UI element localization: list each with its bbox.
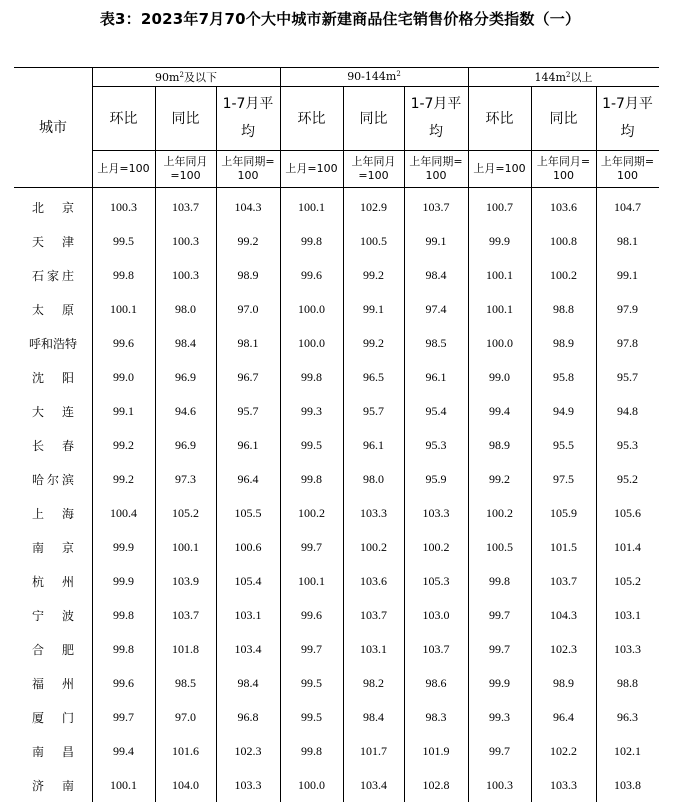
table-cell-value: 99.7 <box>301 539 322 554</box>
table-cell-value: 98.8 <box>553 301 574 316</box>
table-cell-value: 95.7 <box>237 403 259 418</box>
table-cell-value: 99.2 <box>113 437 134 452</box>
table-cell-value: 94.9 <box>553 403 574 418</box>
table-cell-value: 103.8 <box>614 777 641 792</box>
table-cell-value: 103.3 <box>550 777 577 792</box>
table-cell-value: 101.7 <box>360 743 387 758</box>
table-cell-value: 103.4 <box>234 641 262 656</box>
table-cell-value: 101.9 <box>422 743 450 758</box>
table-cell-value: 103.1 <box>360 641 387 656</box>
table-row-city: 太原 <box>32 302 93 317</box>
group-header-label: $144m^2$以上 <box>534 70 593 84</box>
table-cell-value: 103.6 <box>360 573 387 588</box>
table-cell-value: 101.4 <box>614 539 641 554</box>
table-cell-value: 96.8 <box>237 709 259 724</box>
table-cell-value: 99.2 <box>363 267 384 282</box>
table-cell-value: 96.9 <box>175 369 196 384</box>
table-cell-value: 100.8 <box>550 233 577 248</box>
table-cell-value: 99.9 <box>113 539 134 554</box>
table-cell-value: 96.1 <box>363 437 384 452</box>
table-cell-value: 95.7 <box>363 403 384 418</box>
table-row-city: 哈尔滨 <box>31 472 77 487</box>
table-row-city: 北京 <box>32 200 93 215</box>
table-cell-value: 99.0 <box>489 369 510 384</box>
table-cell-value: 100.3 <box>172 267 199 282</box>
column-name-header: 1-7月平均 <box>602 96 653 140</box>
table-cell-value: 100.0 <box>298 777 325 792</box>
table-cell-value: 98.9 <box>489 437 510 452</box>
table-cell-value: 99.7 <box>301 641 322 656</box>
column-name-header: 1-7月平均 <box>410 96 462 140</box>
header-bottom-rule <box>14 187 659 188</box>
column-name-header: 环比 <box>485 111 514 127</box>
table-cell-value: 99.8 <box>301 233 322 248</box>
table-cell-value: 98.4 <box>175 335 196 350</box>
table-cell-value: 100.2 <box>486 505 513 520</box>
table-row-city: 合肥 <box>32 642 93 657</box>
table-cell-value: 97.0 <box>175 709 196 724</box>
table-cell-value: 99.6 <box>113 335 134 350</box>
table-cell-value: 103.7 <box>550 573 577 588</box>
table-cell-value: 99.2 <box>489 471 510 486</box>
table-cell-value: 103.9 <box>172 573 199 588</box>
table-cell-value: 104.3 <box>234 199 262 214</box>
table-cell-value: 105.3 <box>422 573 450 588</box>
table-cell-value: 100.2 <box>298 505 325 520</box>
table-cell-value: 103.7 <box>172 199 199 214</box>
table-cell-value: 99.3 <box>301 403 322 418</box>
table-cell-value: 99.2 <box>113 471 134 486</box>
table-cell-value: 99.9 <box>489 233 510 248</box>
table-cell-value: 100.1 <box>298 199 325 214</box>
table-cell-value: 98.4 <box>425 267 447 282</box>
table-cell-value: 103.4 <box>360 777 387 792</box>
column-base-header: 上月=100 <box>97 161 150 175</box>
table-cell-value: 96.9 <box>175 437 196 452</box>
table-cell-value: 100.6 <box>234 539 262 554</box>
table-cell-value: 99.7 <box>489 743 510 758</box>
table-cell-value: 96.7 <box>237 369 259 384</box>
table-cell-value: 99.8 <box>113 267 134 282</box>
table-cell-value: 99.8 <box>301 369 322 384</box>
table-cell-value: 103.1 <box>234 607 262 622</box>
table-row-city: 厦门 <box>32 710 93 725</box>
table-cell-value: 98.2 <box>363 675 384 690</box>
table-cell-value: 100.4 <box>110 505 137 520</box>
table-cell-value: 105.2 <box>614 573 641 588</box>
table-cell-value: 99.8 <box>113 641 134 656</box>
table-cell-value: 100.1 <box>486 301 513 316</box>
table-cell-value: 98.9 <box>553 675 574 690</box>
table-cell-value: 96.1 <box>237 437 259 452</box>
table-cell-value: 99.1 <box>425 233 447 248</box>
table-cell-value: 98.9 <box>237 267 259 282</box>
table-cell-value: 95.4 <box>425 403 447 418</box>
table-cell-value: 94.8 <box>617 403 638 418</box>
table-cell-value: 100.0 <box>298 335 325 350</box>
table-cell-value: 100.5 <box>486 539 513 554</box>
table-cell-value: 101.5 <box>550 539 577 554</box>
table-cell-value: 105.6 <box>614 505 641 520</box>
table-cell-value: 102.1 <box>614 743 641 758</box>
table-cell-value: 104.3 <box>550 607 577 622</box>
table-row-city: 南昌 <box>32 744 93 759</box>
table-cell-value: 100.1 <box>110 301 137 316</box>
table-cell-value: 97.4 <box>425 301 447 316</box>
table-cell-value: 98.1 <box>617 233 638 248</box>
table-cell-value: 95.7 <box>617 369 638 384</box>
table-cell-value: 103.3 <box>614 641 641 656</box>
table-cell-value: 99.9 <box>489 675 510 690</box>
table-cell-value: 103.6 <box>550 199 577 214</box>
table-cell-value: 95.5 <box>553 437 574 452</box>
table-cell-value: 100.7 <box>486 199 513 214</box>
table-row-city: 杭州 <box>32 574 93 589</box>
table-cell-value: 99.5 <box>301 675 322 690</box>
table-cell-value: 102.8 <box>422 777 450 792</box>
table-cell-value: 99.0 <box>113 369 134 384</box>
table-row-city: 沈阳 <box>32 370 93 385</box>
column-name-header: 同比 <box>171 111 200 127</box>
column-name-header: 环比 <box>297 111 326 127</box>
table-cell-value: 100.5 <box>360 233 387 248</box>
table-row-city: 福州 <box>32 676 93 691</box>
table-cell-value: 99.7 <box>489 607 510 622</box>
table-cell-value: 103.3 <box>234 777 262 792</box>
table-cell-value: 95.8 <box>553 369 574 384</box>
table-cell-value: 99.6 <box>301 267 322 282</box>
group-header-1 <box>280 67 468 86</box>
table-cell-value: 98.1 <box>237 335 259 350</box>
table-cell-value: 100.2 <box>550 267 577 282</box>
column-base-header: 上年同期=100 <box>409 154 463 182</box>
page-title: 表3：2023年7月70个大中城市新建商品住宅销售价格分类指数（一） <box>99 10 581 28</box>
table-cell-value: 102.3 <box>550 641 577 656</box>
table-cell-value: 102.2 <box>550 743 577 758</box>
column-name-header: 同比 <box>359 111 388 127</box>
table-cell-value: 105.2 <box>172 505 199 520</box>
table-cell-value: 100.3 <box>486 777 513 792</box>
table-cell-value: 99.1 <box>113 403 134 418</box>
table-cell-value: 97.8 <box>617 335 638 350</box>
table-cell-value: 104.0 <box>172 777 199 792</box>
table-cell-value: 100.2 <box>422 539 450 554</box>
table-cell-value: 98.8 <box>617 675 638 690</box>
table-cell-value: 98.4 <box>237 675 259 690</box>
table-cell-value: 99.6 <box>113 675 134 690</box>
table-cell-value: 99.2 <box>363 335 384 350</box>
table-cell-value: 95.3 <box>617 437 638 452</box>
table-cell-value: 98.5 <box>175 675 196 690</box>
table-cell-value: 94.6 <box>175 403 196 418</box>
column-base-header: 上年同月=100 <box>536 154 591 182</box>
table-cell-value: 99.5 <box>301 709 322 724</box>
table-cell-value: 103.7 <box>172 607 199 622</box>
column-base-header: 上年同月=100 <box>351 154 396 182</box>
table-cell-value: 99.1 <box>363 301 384 316</box>
table-row-city: 宁波 <box>32 608 93 623</box>
column-base-header: 上月=100 <box>473 161 526 175</box>
table-cell-value: 99.7 <box>113 709 134 724</box>
table-cell-value: 98.9 <box>553 335 574 350</box>
table-cell-value: 99.6 <box>301 607 322 622</box>
table-cell-value: 104.7 <box>614 199 641 214</box>
column-base-header: 上年同期=100 <box>221 154 275 182</box>
table-cell-value: 98.6 <box>425 675 447 690</box>
table-cell-value: 99.5 <box>301 437 322 452</box>
table-cell-value: 103.7 <box>360 607 387 622</box>
table-cell-value: 97.5 <box>553 471 574 486</box>
table-cell-value: 99.3 <box>489 709 510 724</box>
table-cell-value: 105.4 <box>234 573 262 588</box>
table-cell-value: 96.3 <box>617 709 638 724</box>
table-cell-value: 99.9 <box>113 573 134 588</box>
table-cell-value: 100.3 <box>110 199 137 214</box>
table-cell-value: 99.8 <box>113 607 134 622</box>
group-header-label: $90m^2$及以下 <box>155 70 217 84</box>
table-cell-value: 98.0 <box>175 301 196 316</box>
table-cell-value: 99.8 <box>301 743 322 758</box>
table-cell-value: 99.4 <box>113 743 134 758</box>
table-row-city: 天津 <box>32 234 93 249</box>
table-row-city: 上海 <box>32 506 93 521</box>
table-cell-value: 99.4 <box>489 403 510 418</box>
table-row-city: 长春 <box>32 438 93 453</box>
group-header-2 <box>468 67 659 86</box>
table-row-city: 石家庄 <box>31 268 77 283</box>
group-header-label: $90-144m^2$ <box>347 70 401 83</box>
table-cell-value: 100.2 <box>360 539 387 554</box>
table-cell-value: 97.3 <box>175 471 196 486</box>
table-cell-value: 99.1 <box>617 267 638 282</box>
table-cell-value: 103.3 <box>360 505 387 520</box>
table-cell-value: 99.5 <box>113 233 134 248</box>
table-cell-value: 102.9 <box>360 199 387 214</box>
table-cell-value: 103.3 <box>422 505 450 520</box>
column-base-header: 上年同期=100 <box>600 154 655 182</box>
table-cell-value: 97.9 <box>617 301 638 316</box>
table-cell-value: 100.1 <box>110 777 137 792</box>
table-cell-value: 103.7 <box>422 641 450 656</box>
table-cell-value: 103.1 <box>614 607 641 622</box>
table-cell-value: 95.9 <box>425 471 447 486</box>
table-row-city: 大连 <box>32 404 93 419</box>
column-name-header: 同比 <box>549 111 578 127</box>
table-cell-value: 101.6 <box>172 743 199 758</box>
table-cell-value: 99.8 <box>489 573 510 588</box>
table-cell-value: 96.5 <box>363 369 384 384</box>
table-cell-value: 100.0 <box>298 301 325 316</box>
table-cell-value: 100.1 <box>486 267 513 282</box>
table-cell-value: 100.1 <box>172 539 199 554</box>
table-cell-value: 99.8 <box>301 471 322 486</box>
table-cell-value: 100.1 <box>298 573 325 588</box>
table-cell-value: 98.4 <box>363 709 384 724</box>
table-cell-value: 101.8 <box>172 641 199 656</box>
table-cell-value: 96.1 <box>425 369 447 384</box>
table-cell-value: 105.5 <box>234 505 262 520</box>
column-name-header: 1-7月平均 <box>222 96 274 140</box>
column-base-header: 上年同月=100 <box>163 154 208 182</box>
table-cell-value: 99.7 <box>489 641 510 656</box>
table-cell-value: 103.7 <box>422 199 450 214</box>
column-name-header: 环比 <box>109 111 138 127</box>
table-cell-value: 100.3 <box>172 233 199 248</box>
table-cell-value: 99.2 <box>237 233 259 248</box>
table-cell-value: 103.0 <box>422 607 450 622</box>
group-header-0 <box>92 67 280 86</box>
table-cell-value: 98.0 <box>363 471 384 486</box>
city-column-header: 城市 <box>39 120 67 136</box>
table-cell-value: 96.4 <box>237 471 259 486</box>
column-base-header: 上月=100 <box>285 161 338 175</box>
table-row-city: 济南 <box>32 778 93 793</box>
table-cell-value: 96.4 <box>553 709 574 724</box>
table-row-city: 南京 <box>32 540 93 555</box>
table-cell-value: 95.3 <box>425 437 447 452</box>
table-cell-value: 98.5 <box>425 335 447 350</box>
table-cell-value: 97.0 <box>237 301 259 316</box>
table-cell-value: 100.0 <box>486 335 513 350</box>
table-cell-value: 102.3 <box>234 743 262 758</box>
table-cell-value: 98.3 <box>425 709 447 724</box>
table-cell-value: 105.9 <box>550 505 577 520</box>
table-row-city: 呼和浩特 <box>28 336 77 351</box>
table-cell-value: 95.2 <box>617 471 638 486</box>
